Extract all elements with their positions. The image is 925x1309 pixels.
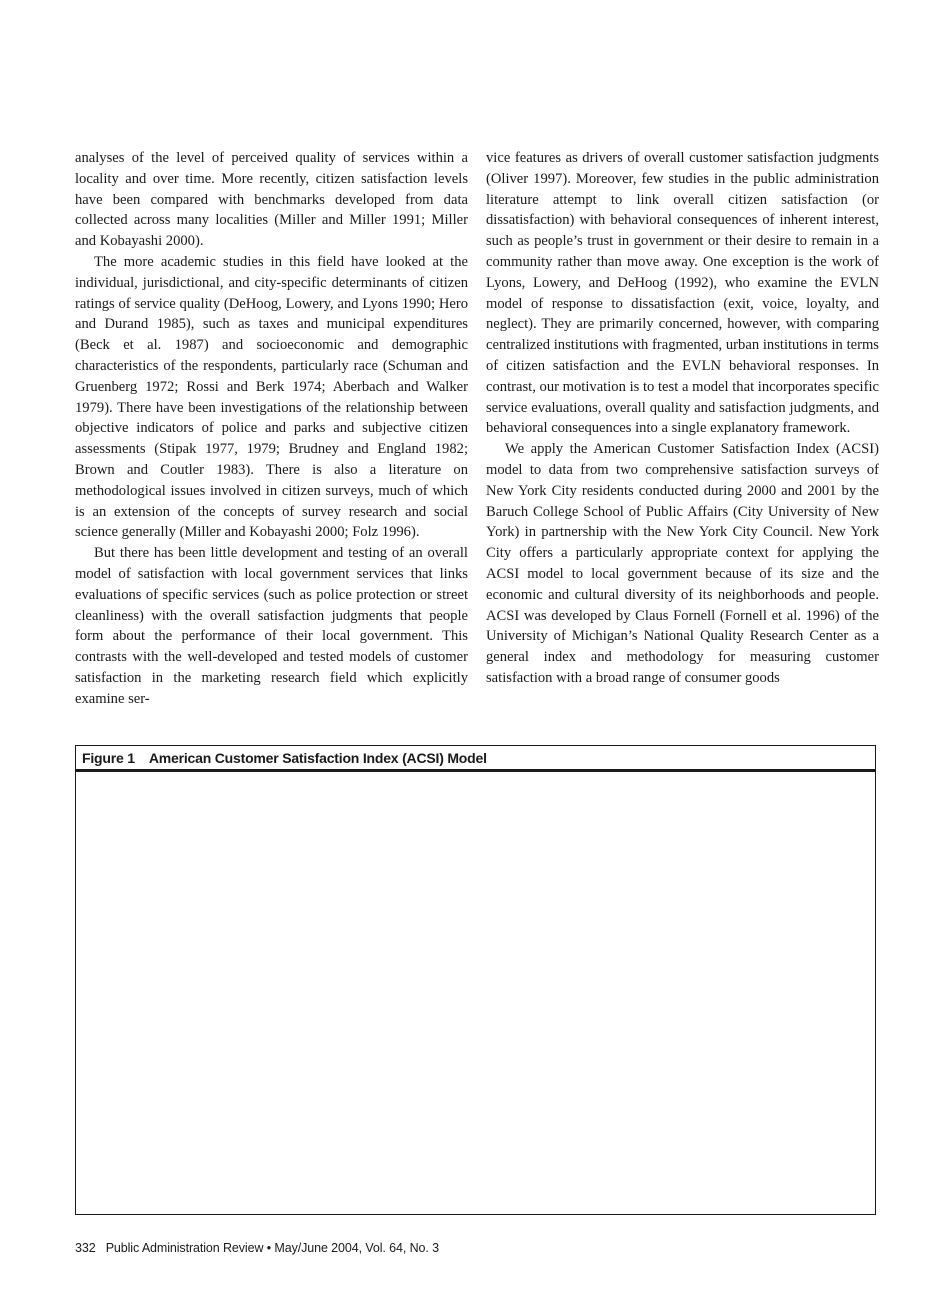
right-paragraph-1: vice features as drivers of overall customer satisfaction judgments (Oliver 1997). Moreover, few studies in the public administration literature attempt to link overall citizen satisfaction (or dissatisfaction) with behavioral consequences of inherent interest, such as people’s trust in government or their desire to remain in a community rather than move away. One exception is the work of Lyons, Lowery, and DeHoog (1992), who examine the EVLN model of response to dissatisfaction (exit, voice, loyalty, and neglect). They are primarily concerned, however, with comparing centralized institutions with fragmented, urban institutions in terms of citizen satisfaction and the EVLN behavioral responses. In contrast, our motivation is to test a model that incorporates specific service evaluations, overall quality and satisfaction judgments, and behavioral consequences into a single explanatory framework. <box>486 150 879 437</box>
journal-name: Public Administration Review <box>105 1241 264 1255</box>
page-footer <box>75 1241 439 1255</box>
figure-body-empty <box>76 772 875 1213</box>
left-text-column <box>75 148 468 710</box>
figure-caption <box>76 746 875 772</box>
figure-1-box <box>75 745 876 1215</box>
right-text-column <box>486 148 879 689</box>
left-paragraph-3: But there has been little development and testing of an overall model of satisfaction with local government services that links evaluations of specific services (such as police protection or street cleanliness) with the overall satisfaction judgments that people form about the performance of their local government. This contrasts with the well-developed and tested models of customer satisfaction in the marketing research field which explicitly examine ser- <box>75 545 468 707</box>
footer-separator: • <box>266 1241 272 1255</box>
left-paragraph-2: The more academic studies in this field have looked at the individual, jurisdictional, and city-specific determinants of citizen ratings of service quality (DeHoog, Lowery, and Lyons 1990; Hero and Durand 1985), such as taxes and municipal expenditures (Beck et al. 1987) and socioeconomic and demographic characteristics of the respondents, particularly race (Schuman and Gruenberg 1972; Rossi and Berk 1974; Aberbach and Walker 1979). There have been investigations of the relationship between objective indicators of police and parks and subjective citizen assessments (Stipak 1977, 1979; Brudney and England 1982; Brown and Coutler 1983). There is also a literature on methodological issues involved in citizen surveys, much of which is an extension of the concepts of survey research and social science generally (Miller and Kobayashi 2000; Folz 1996). <box>75 253 468 541</box>
page-number: 332 <box>75 1241 96 1255</box>
issue-info: May/June 2004, Vol. 64, No. 3 <box>274 1241 439 1255</box>
figure-number: Figure 1 <box>82 750 135 766</box>
figure-title: American Customer Satisfaction Index (ACSI) Model <box>148 750 487 766</box>
right-paragraph-2: We apply the American Customer Satisfaction Index (ACSI) model to data from two comprehensive satisfaction surveys of New York City residents conducted during 2000 and 2001 by the Baruch College School of Public Affairs (City University of New York) in partnership with the New York City Council. New York City offers a particularly appropriate context for applying the ACSI model to local government because of its size and the economic and cultural diversity of its neighborhoods and people. ACSI was developed by Claus Fornell (Fornell et al. 1996) of the University of Michigan’s National Quality Research Center as a general index and methodology for measuring customer satisfaction with a broad range of consumer goods <box>486 441 879 686</box>
left-paragraph-1: analyses of the level of perceived quality of services within a locality and over time. More recently, citizen satisfaction levels have been compared with benchmarks developed from data collected across many localities (Miller and Miller 1991; Miller and Kobayashi 2000). <box>75 150 468 250</box>
